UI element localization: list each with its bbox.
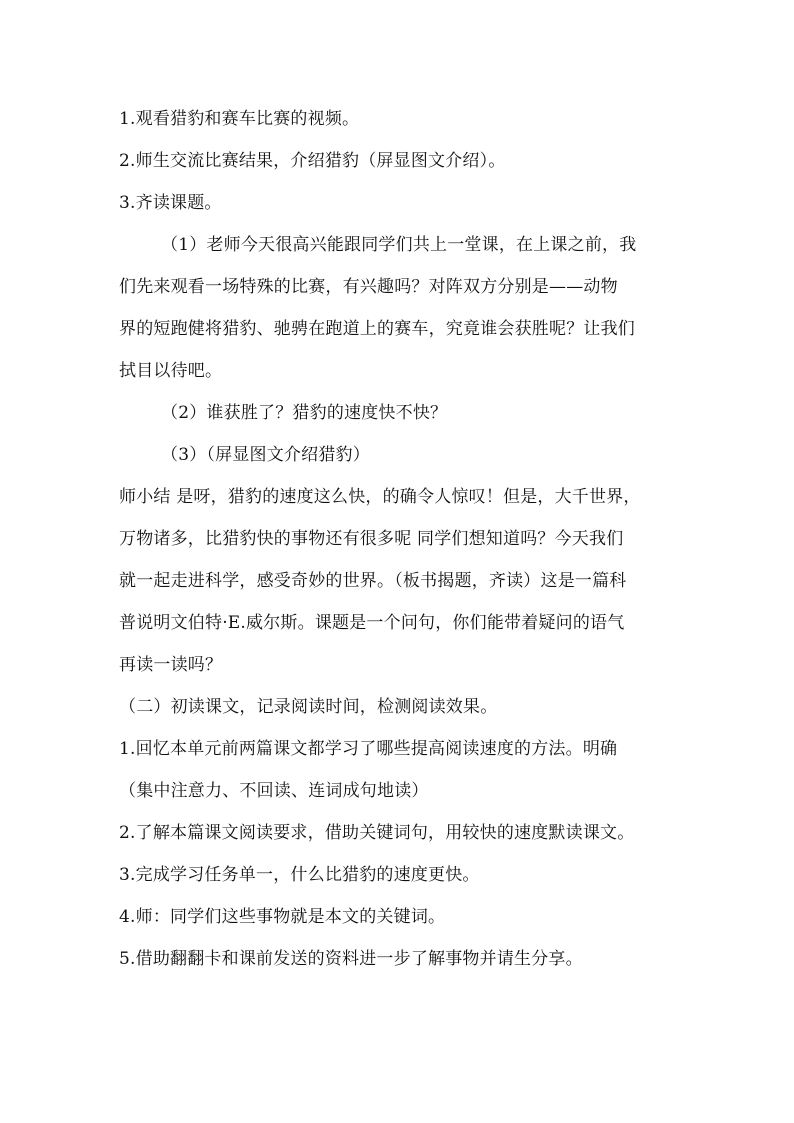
section-2-item-4: 4.师：同学们这些事物就是本文的关键词。 bbox=[119, 907, 446, 927]
section-2-item-1-line-2: （集中注意力、不回读、连词成句地读） bbox=[119, 781, 429, 801]
step-1-watch-video: 1.观看猎豹和赛车比赛的视频。 bbox=[119, 109, 360, 129]
sub-1-line-2: 们先来观看一场特殊的比赛，有兴趣吗？对阵双方分别是——动物 bbox=[119, 277, 618, 297]
section-2-item-3: 3.完成学习任务单一，什么比猎豹的速度更快。 bbox=[119, 865, 480, 885]
sub-3: （3）（屏显图文介绍猎豹） bbox=[161, 445, 370, 465]
summary-line-1: 师小结 是呀，猎豹的速度这么快，的确令人惊叹！但是，大千世界， bbox=[119, 487, 641, 507]
section-2-item-5: 5.借助翻翻卡和课前发送的资料进一步了解事物并请生分享。 bbox=[119, 949, 583, 969]
summary-line-5: 再读一读吗？ bbox=[119, 655, 223, 675]
summary-line-2: 万物诸多，比猎豹快的事物还有很多呢 同学们想知道吗？今天我们 bbox=[119, 529, 624, 549]
sub-1-line-4: 拭目以待吧。 bbox=[119, 361, 223, 381]
section-2-item-2: 2.了解本篇课文阅读要求，借助关键词句，用较快的速度默读课文。 bbox=[119, 823, 635, 843]
summary-line-4: 普说明文伯特·E.威尔斯。课题是一个问句，你们能带着疑问的语气 bbox=[119, 613, 625, 633]
summary-line-3: 就一起走进科学，感受奇妙的世界。（板书揭题，齐读）这是一篇科 bbox=[119, 571, 627, 591]
step-3-read-title: 3.齐读课题。 bbox=[119, 193, 222, 213]
step-2-discuss-results: 2.师生交流比赛结果，介绍猎豹（屏显图文介绍）。 bbox=[119, 151, 506, 171]
sub-1-line-1: （1）老师今天很高兴能跟同学们共上一堂课，在上课之前，我 bbox=[161, 235, 637, 255]
section-2-item-1-line-1: 1.回忆本单元前两篇课文都学习了哪些提高阅读速度的方法。明确 bbox=[119, 739, 618, 759]
sub-1-line-3: 界的短跑健将猎豹、驰骋在跑道上的赛车，究竟谁会获胜呢？让我们 bbox=[119, 319, 635, 339]
section-2-heading: （二）初读课文，记录阅读时间，检测阅读效果。 bbox=[119, 697, 498, 717]
sub-2: （2）谁获胜了？猎豹的速度快不快？ bbox=[161, 403, 448, 423]
